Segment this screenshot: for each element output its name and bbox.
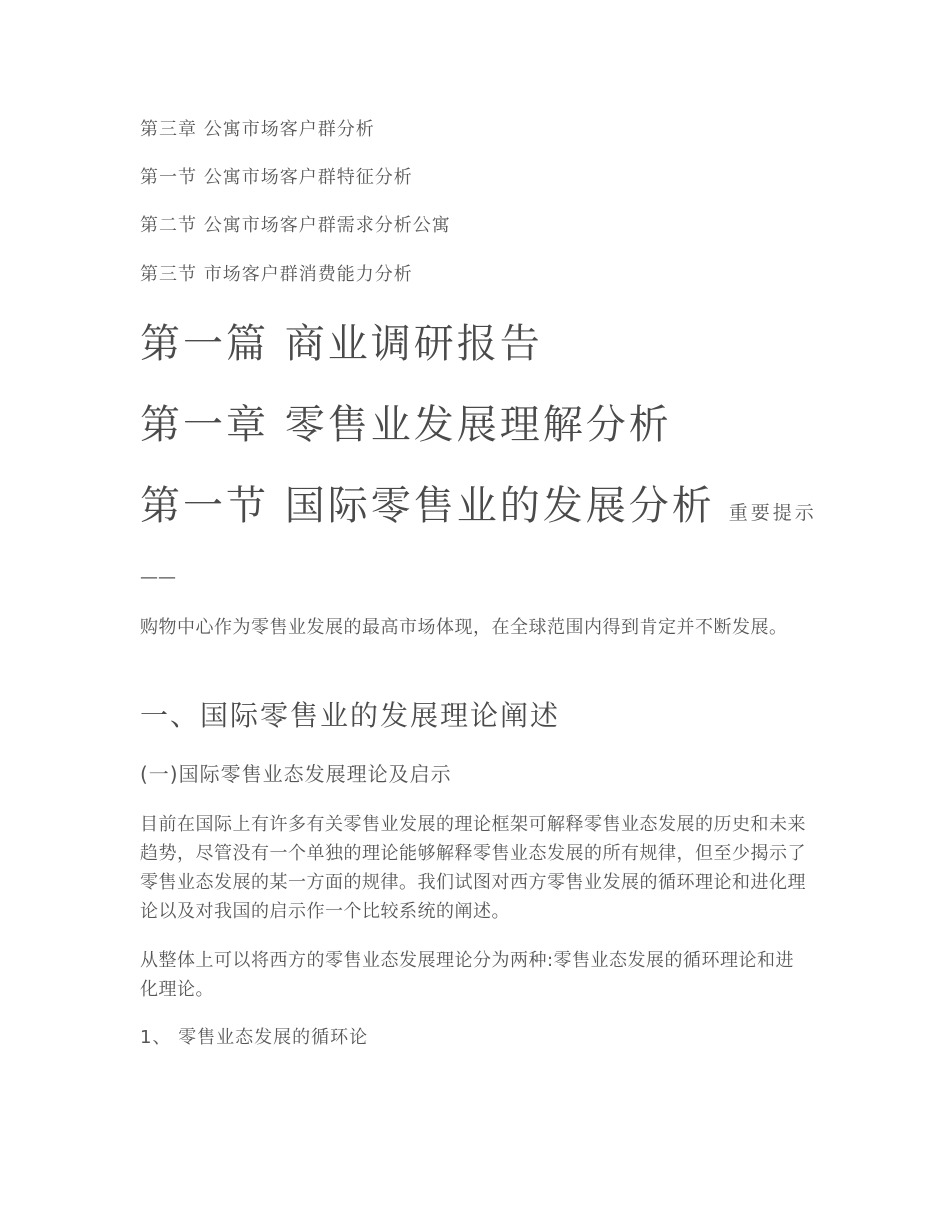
section-heading: 第一节 国际零售业的发展分析	[140, 483, 715, 529]
toc-item-section-1: 第一节 公寓市场客户群特征分析	[140, 167, 413, 188]
subheading-level-1: 一、国际零售业的发展理论阐述	[140, 699, 561, 732]
toc-item-chapter-3: 第三章 公寓市场客户群分析	[140, 119, 375, 140]
list-item-1: 1、 零售业态发展的循环论	[140, 1027, 369, 1048]
chapter-heading: 第一章 零售业发展理解分析	[140, 402, 672, 448]
subheading-level-2: (一)国际零售业态发展理论及启示	[140, 762, 452, 786]
toc-item-section-3: 第三节 市场客户群消费能力分析	[140, 264, 413, 285]
dash-separator: ——	[140, 567, 176, 588]
important-note-label: 重要提示	[728, 502, 817, 524]
intro-paragraph: 购物中心作为零售业发展的最高市场体现，在全球范围内得到肯定并不断发展。	[140, 617, 788, 638]
part-heading: 第一篇 商业调研报告	[140, 321, 543, 367]
body-paragraph-2: 从整体上可以将西方的零售业态发展理论分为两种:零售业态发展的循环理论和进化理论。	[140, 950, 795, 1000]
body-paragraph-1: 目前在国际上有许多有关零售业发展的理论框架可解释零售业态发展的历史和未来趋势，尽管没有一个单独的理论能够解释零售业态发展的所有规律，但至少揭示了零售业态发展的某一方面的规律。我们试图对西方零售业发展的循环理论和进化理论以及对我国的启示作一个比较系统的阐述。	[140, 814, 806, 922]
section-heading-line	[140, 481, 817, 538]
toc-item-section-2: 第二节 公寓市场客户群需求分析公寓	[140, 215, 451, 236]
